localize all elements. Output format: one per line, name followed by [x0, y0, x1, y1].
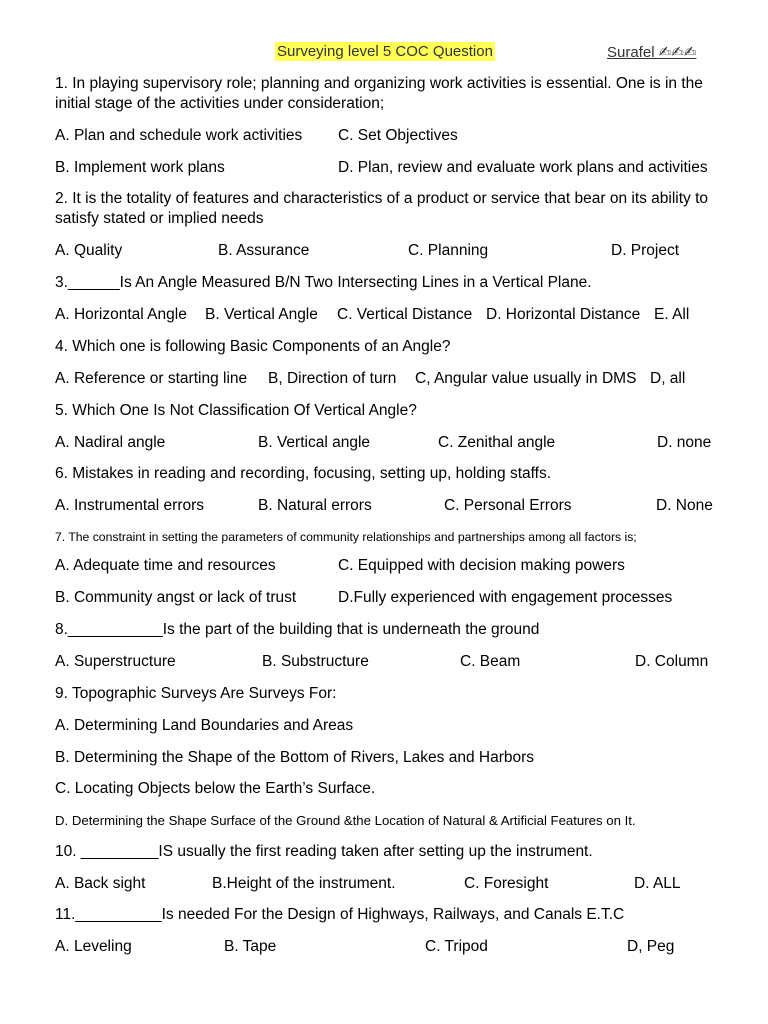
q11-option-d: D, Peg — [627, 938, 675, 955]
q6-option-c: C. Personal Errors — [444, 497, 572, 514]
document-title: Surveying level 5 COC Question — [277, 43, 493, 60]
question-10: 10. _________IS usually the first reading taken after setting up the instrument. — [55, 843, 593, 860]
q2-option-a: A. Quality — [55, 242, 123, 259]
q4-option-d: D, all — [650, 370, 686, 387]
q4-option-c: C, Angular value usually in DMS — [415, 370, 637, 387]
question-6: 6. Mistakes in reading and recording, focusing, setting up, holding staffs. — [55, 465, 552, 482]
q10-option-a: A. Back sight — [55, 875, 146, 892]
q1-option-d: D. Plan, review and evaluate work plans and activities — [338, 159, 708, 176]
question-5: 5. Which One Is Not Classification Of Vertical Angle? — [55, 402, 417, 419]
question-9: 9. Topographic Surveys Are Surveys For: — [55, 685, 337, 702]
question-3: 3.______Is An Angle Measured B/N Two Intersecting Lines in a Vertical Plane. — [55, 274, 592, 291]
q2-option-c: C. Planning — [408, 242, 489, 259]
q6-option-d: D. None — [656, 497, 713, 514]
q5-option-a: A. Nadiral angle — [55, 434, 166, 451]
q7-option-b: B. Community angst or lack of trust — [55, 589, 297, 606]
q8-option-b: B. Substructure — [262, 653, 369, 670]
question-11: 11.__________Is needed For the Design of Highways, Railways, and Canals E.T.C — [55, 906, 625, 923]
q10-option-c: C. Foresight — [464, 875, 549, 892]
q8-option-c: C. Beam — [460, 653, 521, 670]
q3-option-a: A. Horizontal Angle — [55, 306, 187, 323]
q4-option-b: B, Direction of turn — [268, 370, 397, 387]
q6-option-a: A. Instrumental errors — [55, 497, 205, 514]
question-2: 2. It is the totality of features and characteristics of a product or service that bear on its ability to satisfy stated or implied needs — [55, 190, 709, 227]
q11-option-b: B. Tape — [224, 938, 277, 955]
q6-option-b: B. Natural errors — [258, 497, 372, 514]
q7-option-d: D.Fully experienced with engagement processes — [338, 589, 673, 606]
q3-option-b: B. Vertical Angle — [205, 306, 318, 323]
q1-option-c: C. Set Objectives — [338, 127, 458, 144]
q7-option-a: A. Adequate time and resources — [55, 557, 276, 574]
q10-option-b: B.Height of the instrument. — [212, 875, 396, 892]
q10-option-d: D. ALL — [634, 875, 681, 892]
q9-option-d: D. Determining the Shape Surface of the Ground &the Location of Natural & Artificial Features on It. — [55, 813, 636, 828]
q9-option-c: C. Locating Objects below the Earth’s Surface. — [55, 780, 376, 797]
q5-option-c: C. Zenithal angle — [438, 434, 556, 451]
q11-option-c: C. Tripod — [425, 938, 488, 955]
q1-option-a: A. Plan and schedule work activities — [55, 127, 303, 144]
q11-option-a: A. Leveling — [55, 938, 132, 955]
q1-option-b: B. Implement work plans — [55, 159, 225, 176]
q5-option-b: B. Vertical angle — [258, 434, 371, 451]
author-name: Surafel ✍✍✍ — [607, 44, 697, 61]
q8-option-d: D. Column — [635, 653, 709, 670]
question-4: 4. Which one is following Basic Components of an Angle? — [55, 338, 451, 355]
q3-option-d: D. Horizontal Distance — [486, 306, 641, 323]
q7-option-c: C. Equipped with decision making powers — [338, 557, 625, 574]
q5-option-d: D. none — [657, 434, 712, 451]
q4-option-a: A. Reference or starting line — [55, 370, 248, 387]
question-7: 7. The constraint in setting the parameters of community relationships and partnerships among all factors is; — [55, 530, 637, 544]
q9-option-a: A. Determining Land Boundaries and Areas — [55, 717, 354, 734]
q2-option-d: D. Project — [611, 242, 680, 259]
question-1: 1. In playing supervisory role; planning and organizing work activities is essential. One is in the initial stage of the activities under consideration; — [55, 75, 703, 112]
q8-option-a: A. Superstructure — [55, 653, 176, 670]
question-8: 8.___________Is the part of the building that is underneath the ground — [55, 621, 540, 638]
q3-option-c: C. Vertical Distance — [337, 306, 473, 323]
q3-option-e: E. All — [654, 306, 690, 323]
q9-option-b: B. Determining the Shape of the Bottom of Rivers, Lakes and Harbors — [55, 749, 535, 766]
q2-option-b: B. Assurance — [218, 242, 310, 259]
